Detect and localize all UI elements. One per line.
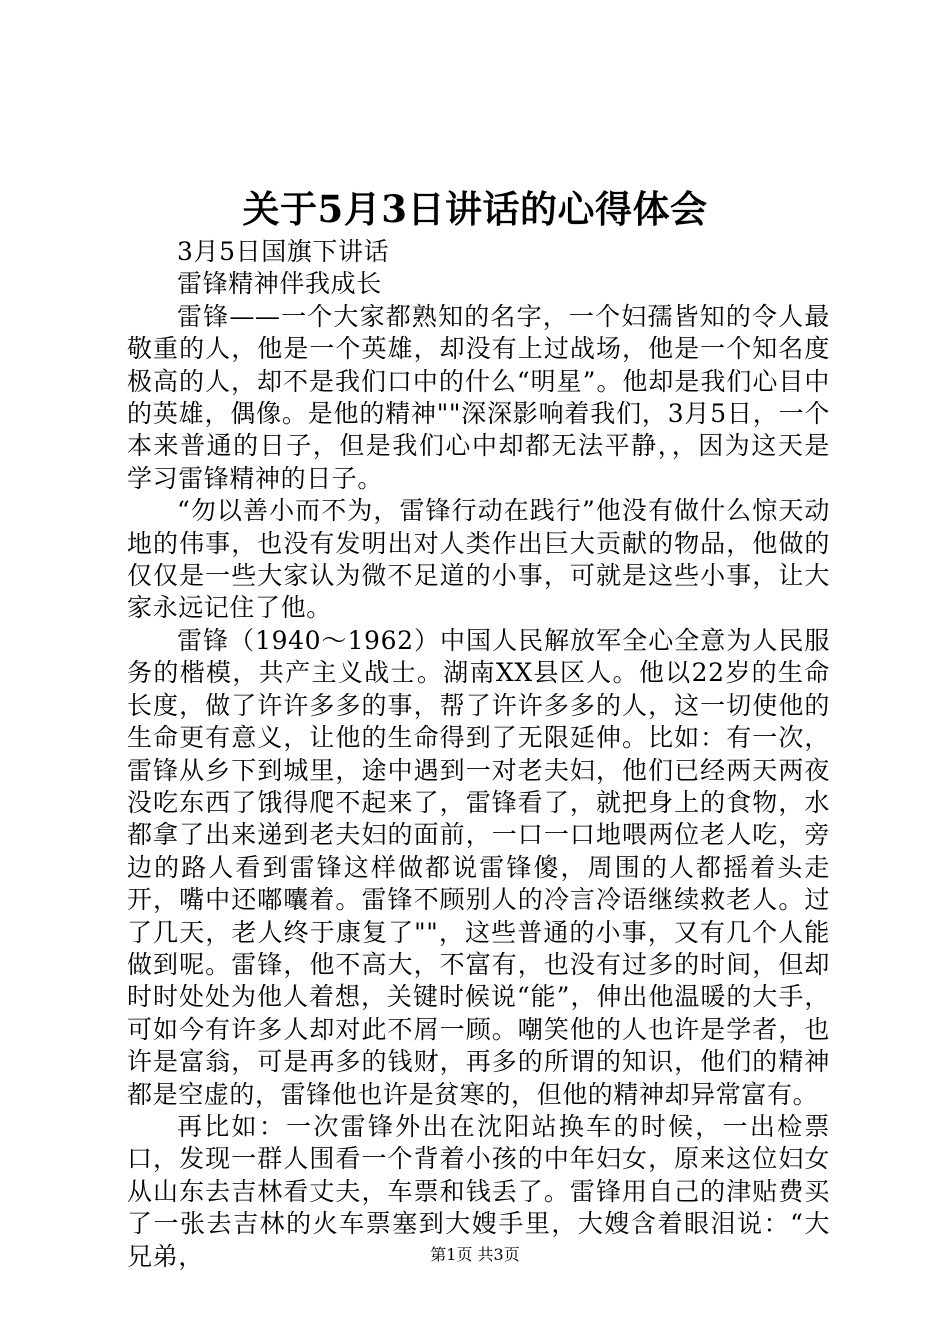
paragraph-biography: 雷锋（1940～1962）中国人民解放军全心全意为人民服务的楷模，共产主义战士。湖南XX县区人。他以22岁的生命长度，做了许许多多的事，帮了许许多多的人，这一切使他的生命更有意义，让他的生命得到了无限延伸。比如：有一次，雷锋从乡下到城里，途中遇到一对老夫妇，他们已经两天两夜没吃东西了饿得爬不起来了，雷锋看了，就把身上的食物，水都拿了出来递到老夫妇的面前，一口一口地喂两位老人吃，旁边的路人看到雷锋这样做都说雷锋傻，周围的人都摇着头走开，嘴中还嘟囔着。雷锋不顾别人的冷言冷语继续救老人。过了几天，老人终于康复了""，这些普通的小事，又有几个人能做到呢。雷锋，他不高大，不富有，也没有过多的时间，但却时时处处为他人着想，关键时候说“能”，伸出他温暖的大手，可如今有许多人却对此不屑一顾。嘲笑他的人也许是学者，也许是富翁，可是再多的钱财，再多的所谓的知识，他们的精神都是空虚的，雷锋他也许是贫寒的，但他的精神却异常富有。: [127, 625, 830, 1109]
paragraph-small-deeds: “勿以善小而不为，雷锋行动在践行”他没有做什么惊天动地的伟事，也没有发明出对人类作出巨大贡献的物品，他做的仅仅是一些大家认为微不足道的小事，可就是这些小事，让大家永远记住了他。: [127, 496, 830, 623]
paragraph-speech-date: 3月5日国旗下讲话: [177, 237, 390, 266]
paragraph-subtitle: 雷锋精神伴我成长: [177, 269, 382, 299]
document-body: [127, 236, 830, 1273]
page-footer: 第1页 共3页: [430, 1245, 520, 1264]
paragraph-intro: 雷锋——一个大家都熟知的名字，一个妇孺皆知的令人最敬重的人，他是一个英雄，却没有上过战场，他是一个知名度极高的人，却不是我们口中的什么“明星”。他却是我们心目中的英雄，偶像。是他的精神""深深影响着我们，3月5日，一个本来普通的日子，但是我们心中却都无法平静，，因为这天是学习雷锋精神的日子。: [127, 301, 830, 493]
paragraph-train-station: 再比如：一次雷锋外出在沈阳站换车的时候，一出检票口，发现一群人围看一个背着小孩的中年妇女，原来这位妇女从山东去吉林看丈夫，车票和钱丢了。雷锋用自己的津贴费买了一张去吉林的火车票塞到大嫂手里，大嫂含着眼泪说：“大兄弟，: [127, 1111, 830, 1271]
document-title: 关于5月3日讲话的心得体会: [242, 187, 708, 231]
